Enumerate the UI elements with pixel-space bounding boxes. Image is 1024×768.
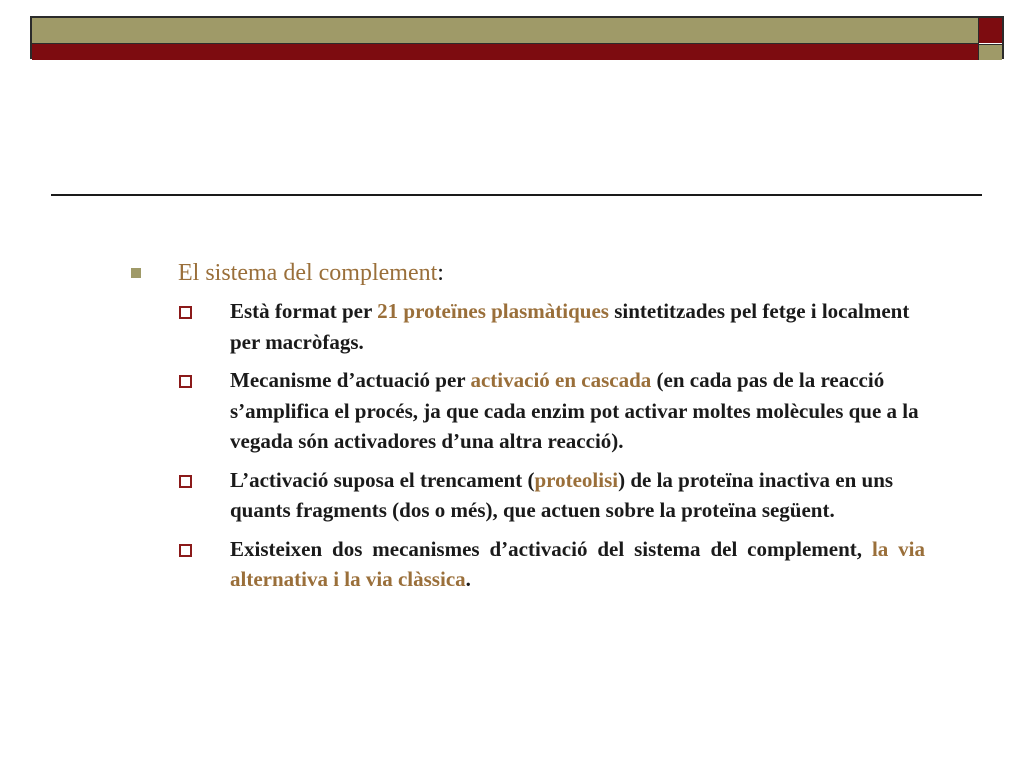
bullet-highlight: proteolisi (534, 467, 619, 492)
heading-bullet (128, 256, 928, 290)
list-item (178, 296, 925, 357)
bullet-highlight: activació en cascada (470, 368, 652, 392)
bullet-text: . (465, 567, 471, 591)
bullet-text: Mecanisme d’actuació per (230, 368, 471, 392)
hollow-square-bullet-icon (179, 375, 192, 388)
bullet-highlight: 21 proteïnes plasmàtiques (377, 299, 609, 323)
hollow-square-bullet-icon (179, 544, 192, 557)
bullet-text: ) de la proteïna inactiva en uns quants fragments (dos o més), que actuen sobre la proteïna següent. (230, 467, 894, 522)
bullet-text: Existeixen dos mecanismes d’activació del sistema del complement, (230, 536, 872, 561)
olive-band (32, 18, 979, 43)
bullet-text: L’activació suposa el trencament ( (230, 467, 535, 492)
bullet-text: Està format per (230, 299, 378, 323)
heading-text: El sistema del complement (178, 260, 438, 286)
title-divider-line (51, 194, 982, 196)
bullet-text: sintetitzades pel fetge i localment per macròfags. (230, 299, 910, 354)
bullet-highlight: la via alternativa i la via clàssica (230, 536, 925, 591)
bullet-text: (en cada pas de la reacció s’amplifica el procés, ja que cada enzim pot activar moltes molècules que a la vegada són activadores d’una altra reacció). (230, 368, 919, 453)
list-item (178, 465, 925, 526)
corner-olive-block (979, 44, 1002, 60)
corner-red-block (979, 18, 1002, 43)
filled-square-bullet-icon (131, 268, 141, 278)
heading-colon: : (437, 260, 444, 286)
slide-body (128, 256, 928, 603)
header-decoration-bar (30, 16, 1004, 59)
red-band (32, 43, 979, 60)
hollow-square-bullet-icon (179, 475, 192, 488)
list-item (178, 365, 925, 457)
list-item (178, 534, 925, 595)
hollow-square-bullet-icon (179, 306, 192, 319)
